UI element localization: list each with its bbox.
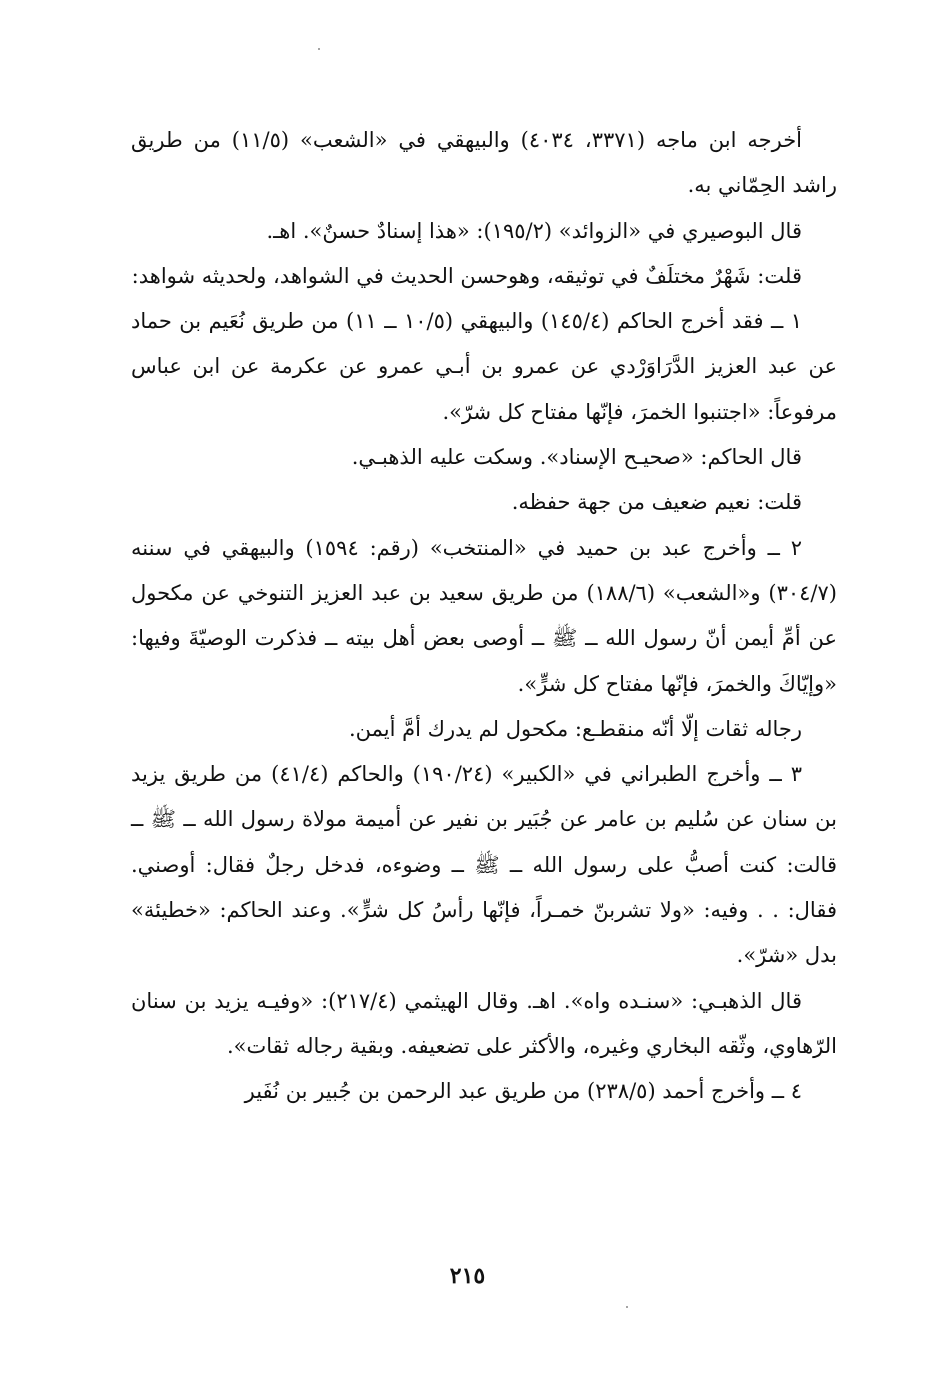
paragraph-busiri: قال البوصيري في «الزوائد» (١٩٥/٢): «هذا إسنادٌ حسنٌ». اهـ. <box>266 218 802 243</box>
scan-speck <box>626 1306 628 1308</box>
paragraph-qultu-nuaim: قلت: نعيم ضعيف من جهة حفظه. <box>511 490 802 515</box>
page-number: ٢١٥ <box>449 1263 486 1289</box>
paragraph-witness-3: ٣ ــ وأخرج الطبراني في «الكبير» (١٩٠/٢٤) والحاكم (٤١/٤) من طريق يزيد بن سنان عن سُليم بن عامر عن جُبَير بن نفير عن أميمة مولاة رسول الله ــ ﷺ ــ قالت: كنت أصبُّ على رسول الله ــ ﷺ ــ وضوءه، فدخل رجلٌ فقال: أوصني. فقال: . . وفيه: «ولا تشربنّ خمـراً، فإنّها رأسُ كل شرٍّ». وعند الحاكم: «خطيئة» بدل «شرّ». <box>131 762 837 968</box>
body-text <box>131 118 837 1115</box>
paragraph-takhrij: أخرجه ابن ماجه (٣٣٧١، ٤٠٣٤) والبيهقي في «الشعب» (١١/٥) من طريق راشد الحِمّاني به. <box>131 128 837 198</box>
paragraph-qultu-shahr: قلت: شَهْرٌ مختلَفٌ في توثيقه، وهوحسن الحديث في الشواهد، ولحديثه شواهد: <box>131 263 802 288</box>
scan-speck <box>318 48 320 50</box>
paragraph-hakim: قال الحاكم: «صحيـح الإسناد». وسكت عليه الذهبـي. <box>351 445 802 470</box>
paragraph-dhahabi: قال الذهبـي: «سنـده واه». اهـ. وقال الهيثمي (٢١٧/٤): «وفيـه يزيد بن سنان الرّهاوي، وثّقه البخاري وغيره، والأكثر على تضعيفه. وبقية رجاله ثقات». <box>131 988 837 1058</box>
paragraph-witness-4: ٤ ــ وأخرج أحمد (٢٣٨/٥) من طريق عبد الرحمن بن جُبير بن نُفَير <box>244 1079 802 1104</box>
paragraph-witness-1: ١ ــ فقد أخرج الحاكم (١٤٥/٤) والبيهقي (١٠/٥ ــ ١١) من طريق نُعَيم بن حماد عن عبد العزيز الدَّرَاوَرْدي عن عمرو بن أبـي عمرو عن عكرمة عن ابن عباس مرفوعاً: «اجتنبوا الخمرَ، فإنّها مفتاح كل شرّ». <box>131 309 837 424</box>
paragraph-rijaluhu: رجاله ثقات إلّا أنّه منقطـع: مكحول لم يدرك أمَّ أيمن. <box>349 716 802 741</box>
paragraph-witness-2: ٢ ــ وأخرج عبد بن حميد في «المنتخب» (رقم: ١٥٩٤) والبيهقي في سننه (٣٠٤/٧) و«الشعب» (١٨٨/٦) من طريق سعيد بن عبد العزيز التنوخي عن مكحول عن أمِّ أيمن أنّ رسول الله ــ ﷺ ــ أوصى بعض أهل بيته ــ فذكرت الوصيّةَ وفيها: «وإيّاكَ والخمرَ، فإنّها مفتاح كل شرٍّ». <box>131 535 837 696</box>
